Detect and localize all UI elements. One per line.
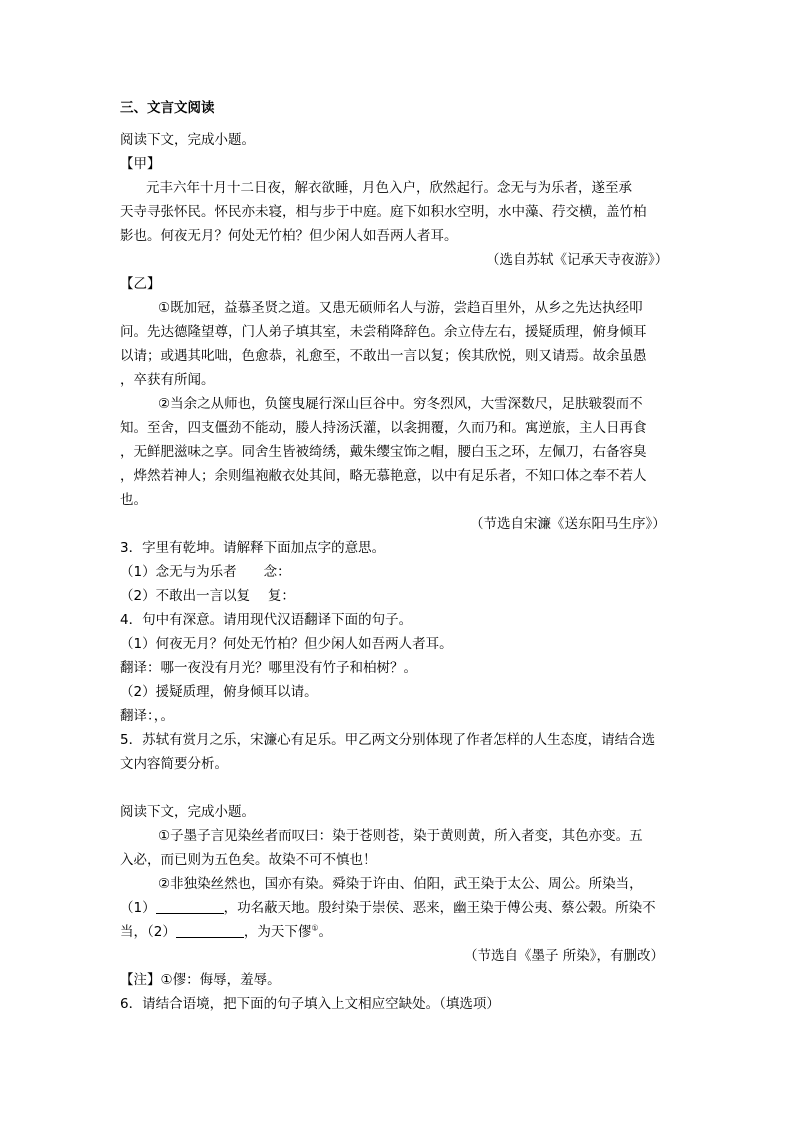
section-title: 三、文言文阅读	[120, 100, 215, 116]
blank-label-2: 当，（2）	[120, 924, 176, 940]
question-5-line: 文内容简要分析。	[120, 756, 228, 772]
question-4-answer-1: 翻译：哪一夜没有月光？哪里没有竹子和柏树？。	[120, 660, 417, 676]
mozi-line	[120, 923, 332, 941]
mozi-line	[120, 899, 656, 917]
question-4-item-1: （1）何夜无月？何处无竹柏？但少闲人如吾两人者耳。	[120, 636, 453, 652]
note-marker: ①	[311, 923, 319, 933]
jia-label: 【甲】	[120, 156, 161, 172]
mozi-text: ，为天下僇	[243, 924, 312, 940]
yi-line: ，卒获有所闻。	[120, 372, 215, 388]
mozi-text: 。	[318, 924, 333, 940]
mozi-line: ②非独染丝然也，国亦有染。舜染于许由、伯阳，武王染于太公、周公。所染当，	[158, 876, 643, 892]
fill-blank-1[interactable]	[156, 900, 224, 914]
mozi-line: ①子墨子言见染丝者而叹曰：染于苍则苍，染于黄则黄，所入者变，其色亦变。五	[158, 828, 643, 844]
blank-label-1: （1）	[120, 900, 156, 916]
jia-line: 影也。何夜无月？何处无竹柏？但少闲人如吾两人者耳。	[120, 228, 458, 244]
instruction: 阅读下文，完成小题。	[120, 132, 255, 148]
jia-source: （选自苏轼《记承天寺夜游》）	[486, 252, 669, 268]
fill-blank-2[interactable]	[176, 924, 244, 938]
mozi-line: 入必，而已则为五色矣。故染不可不慎也！	[120, 852, 377, 868]
question-3: 3．字里有乾坤。请解释下面加点字的意思。	[120, 540, 386, 556]
question-4: 4．句中有深意。请用现代汉语翻译下面的句子。	[120, 612, 413, 628]
yi-line: ①既加冠，益慕圣贤之道。又患无硕师名人与游，尝趋百里外，从乡之先达执经叩	[158, 300, 643, 316]
yi-line: ，无鲜肥滋味之享。同舍生皆被绮绣，戴朱缨宝饰之帽，腰白玉之环，左佩刀，右备容臭	[120, 444, 647, 460]
yi-line: ②当余之从师也，负箧曳屣行深山巨谷中。穷冬烈风，大雪深数尺，足肤皲裂而不	[158, 396, 643, 412]
question-4-item-2: （2）援疑质理，俯身倾耳以请。	[120, 684, 318, 700]
question-5-line: 5．苏轼有赏月之乐，宋濂心有足乐。甲乙两文分别体现了作者怎样的人生态度，请结合选	[120, 732, 656, 748]
yi-label: 【乙】	[120, 276, 161, 292]
question-6: 6．请结合语境，把下面的句子填入上文相应空缺处。（填选项）	[120, 996, 500, 1012]
footnote: 【注】①僇：侮辱，羞辱。	[120, 972, 281, 988]
yi-line: 也。	[120, 492, 147, 508]
instruction: 阅读下文，完成小题。	[120, 804, 255, 820]
yi-line: 知。至舍，四支僵劲不能动，媵人持汤沃灌，以衾拥覆，久而乃和。寓逆旅，主人日再食	[120, 420, 647, 436]
question-3-item-1: （1）念无与为乐者 念：	[120, 564, 291, 580]
yi-line: 以请；或遇其叱咄，色愈恭，礼愈至，不敢出一言以复；俟其欣悦，则又请焉。故余虽愚	[120, 348, 647, 364]
yi-line: ，烨然若神人；余则缊袍敝衣处其间，略无慕艳意，以中有足乐者，不知口体之奉不若人	[120, 468, 647, 484]
question-3-item-2: （2）不敢出一言以复 复：	[120, 588, 295, 604]
mozi-text: ，功名蔽天地。殷纣染于崇侯、恶来，幽王染于傅公夷、蔡公榖。所染不	[223, 900, 656, 916]
yi-source: （节选自宋濂《送东阳马生序》）	[470, 516, 666, 532]
question-4-answer-2: 翻译：，。	[120, 708, 174, 724]
jia-line: 元丰六年十月十二日夜，解衣欲睡，月色入户，欣然起行。念无与为乐者，遂至承	[146, 180, 632, 196]
mozi-source: （节选自《墨子 所染》，有删改）	[464, 948, 665, 964]
jia-line: 天寺寻张怀民。怀民亦未寝，相与步于中庭。庭下如积水空明，水中藻、荇交横，盖竹柏	[120, 204, 647, 220]
yi-line: 问。先达德隆望尊，门人弟子填其室，未尝稍降辞色。余立侍左右，援疑质理，俯身倾耳	[120, 324, 647, 340]
